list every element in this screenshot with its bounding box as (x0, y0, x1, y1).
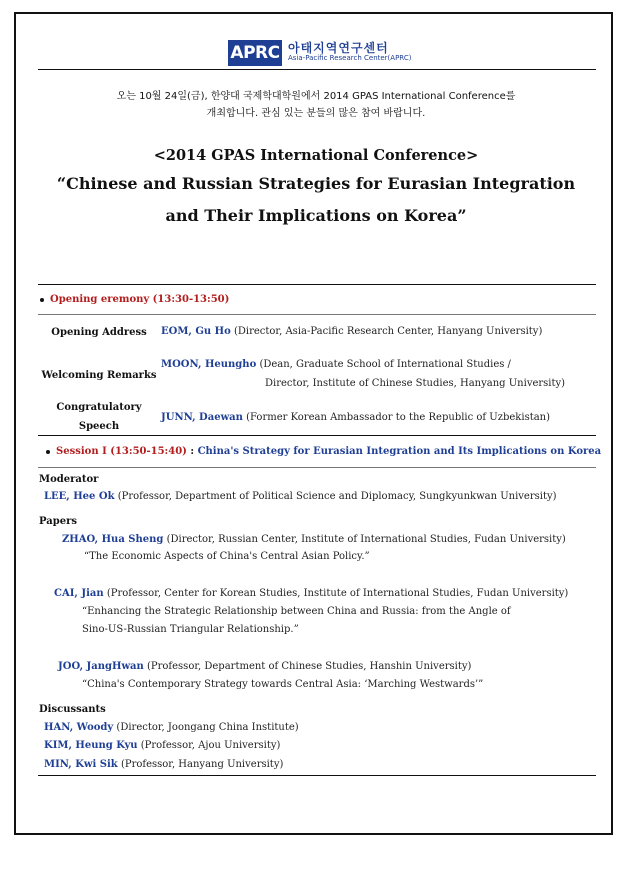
discussant-2 (44, 740, 280, 751)
header-rule (38, 69, 596, 70)
footer-rule (38, 775, 596, 776)
conference-title: <2014 GPAS International Conference> (153, 147, 479, 164)
congratulatory-entry (161, 412, 550, 423)
moderator-name: LEE, Hee Ok (44, 491, 115, 502)
bullet-icon (40, 298, 44, 302)
discussant-2-name: KIM, Heung Kyu (44, 740, 138, 751)
congratulatory-label-1: Congratulatory (56, 402, 142, 413)
paper-2-title-line-2: Sino-US-Russian Triangular Relationship.” (82, 624, 299, 635)
moderator-heading: Moderator (39, 474, 99, 485)
opening-heading-text: Opening eremony (13:30-13:50) (50, 294, 230, 305)
paper-1-author: ZHAO, Hua Sheng (62, 534, 164, 545)
discussant-1 (44, 722, 299, 733)
welcoming-remarks-label: Welcoming Remarks (41, 370, 157, 381)
paper-1-entry (62, 534, 566, 545)
welcoming-remarks-name: MOON, Heungho (161, 359, 257, 370)
paper-2-entry (54, 588, 568, 599)
logo-korean: 아태지역연구센터 (288, 41, 389, 55)
discussant-2-affiliation: (Professor, Ajou University) (140, 740, 281, 751)
paper-1-affiliation: (Director, Russian Center, Institute of International Studies, Fudan University) (166, 534, 566, 545)
discussant-1-affiliation: (Director, Joongang China Institute) (116, 722, 299, 733)
paper-2-author: CAI, Jian (54, 588, 104, 599)
opening-address-entry (161, 326, 542, 337)
session-1-topic: China's Strategy for Eurasian Integration and Its Implications on Korea (197, 446, 602, 457)
welcoming-remarks-entry (161, 359, 511, 370)
intro-line-1: 오는 10월 24일(금), 한양대 국제학대학원에서 2014 GPAS International Conference를 (116, 91, 516, 102)
opening-address-name: EOM, Gu Ho (161, 326, 231, 337)
paper-2-affiliation: (Professor, Center for Korean Studies, Institute of International Studies, Fudan University) (106, 588, 569, 599)
session-1-time: Session I (13:50-15:40) (56, 446, 187, 457)
paper-3-entry (58, 661, 471, 672)
welcoming-remarks-affiliation-2: Director, Institute of Chinese Studies, Hanyang University) (265, 378, 566, 389)
moderator-affiliation: (Professor, Department of Political Science and Diplomacy, Sungkyunkwan University) (117, 491, 557, 502)
session-1-separator: : (190, 446, 195, 457)
logo-english: Asia-Pacific Research Center(APRC) (288, 54, 412, 62)
discussants-heading: Discussants (39, 704, 106, 715)
session-rule-bottom (38, 467, 596, 468)
session-rule (38, 435, 596, 436)
bullet-icon (46, 450, 50, 454)
discussant-1-name: HAN, Woody (44, 722, 114, 733)
discussant-3-affiliation: (Professor, Hanyang University) (120, 759, 284, 770)
discussant-3-name: MIN, Kwi Sik (44, 759, 118, 770)
papers-heading: Papers (39, 516, 77, 527)
conference-theme-line-2: and Their Implications on Korea” (165, 206, 467, 225)
congratulatory-name: JUNN, Daewan (161, 412, 243, 423)
logo-abbr: APRC (228, 40, 282, 66)
opening-address-label: Opening Address (51, 327, 147, 338)
paper-2-title-line-1: “Enhancing the Strategic Relationship between China and Russia: from the Angle of (82, 606, 511, 617)
moderator-entry (44, 491, 557, 502)
congratulatory-affiliation: (Former Korean Ambassador to the Republic of Uzbekistan) (246, 412, 551, 423)
opening-rule (38, 314, 596, 315)
paper-3-title: “China's Contemporary Strategy towards Central Asia: ‘Marching Westwards’” (82, 679, 484, 690)
paper-3-affiliation: (Professor, Department of Chinese Studies, Hanshin University) (147, 661, 472, 672)
welcoming-remarks-affiliation: (Dean, Graduate School of International Studies / (259, 359, 511, 370)
paper-3-author: JOO, JangHwan (58, 661, 144, 672)
section-rule-top (38, 284, 596, 285)
congratulatory-label-2: Speech (78, 421, 120, 432)
intro-line-2: 개최합니다. 관심 있는 분들의 많은 참여 바랍니다. (206, 108, 426, 119)
opening-heading (40, 294, 229, 305)
session-1-heading (46, 446, 601, 457)
paper-1-title: “The Economic Aspects of China's Central Asian Policy.” (84, 551, 370, 562)
conference-theme-line-1: “Chinese and Russian Strategies for Eurasian Integration (56, 174, 576, 193)
opening-address-affiliation: (Director, Asia-Pacific Research Center, Hanyang University) (233, 326, 543, 337)
discussant-3 (44, 759, 283, 770)
